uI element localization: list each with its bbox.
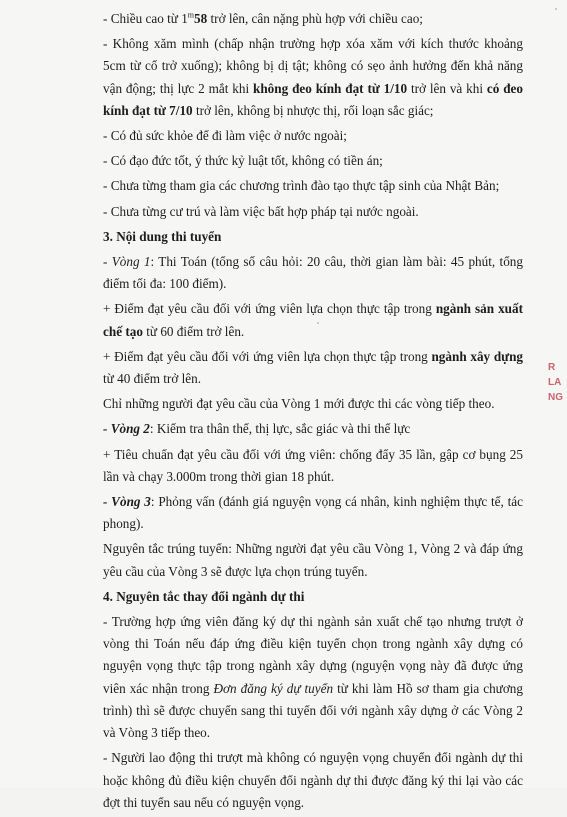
req-tattoo-text: - Không xăm mình (chấp nhận trường hợp xóa xăm với kích thước khoảng 5cm từ cổ trở xuống); không bị dị tật; không có sẹo ảnh hưởng đến khả năng vận động; thị lực 2 mắt khi [103,36,523,96]
change-rule-1-text: - Trường hợp ứng viên đăng ký dự thi ngành sản xuất chế tạo nhưng trượt ở vòng thi Toán nếu đáp ứng điều kiện tuyển chọn trong ngành xây dựng có nguyện vọng thực tập trong ngành xây dựng (nguyện vọng này đã được ứng viên xác nhận trong [103,614,523,696]
round-1-label: Vòng 1 [111,254,151,270]
round-1-note: Chỉ những người đạt yêu cầu của Vòng 1 mới được thi các vòng tiếp theo. [103,396,495,412]
scan-speck [317,322,319,324]
req-vision-no-glasses: không đeo kính đạt từ 1/10 [253,80,408,96]
req-tattoo [103,33,523,122]
round-2-standard: + Tiêu chuẩn đạt yêu cầu đối với ứng viên: chống đẩy 35 lần, gập cơ bụng 25 lần và chạy 3.000m trong thời gian 18 phút. [103,446,523,484]
req-height-text: - Chiều cao từ 1 [103,11,188,26]
req-height [103,8,523,30]
stamp-text-2: LA [548,377,562,388]
round-1-dash: - [103,254,112,270]
round-3 [103,491,523,535]
stamp-text-3: NG [548,392,563,403]
section-4-heading: 4. Nguyên tắc thay đổi ngành dự thi [103,588,305,604]
scan-speck [555,8,557,10]
change-rule-1-end: từ khi làm Hồ sơ tham gia chương trình) thì sẽ được chuyển sang thi tuyển đối với ngành xây dựng ở các Vòng 2 và Vòng 3 tiếp theo. [103,680,523,741]
stamp-text-1: R [548,362,556,373]
change-rule-1 [103,611,523,744]
round-1-construction-end: từ 40 điểm trở lên. [103,371,201,387]
round-1-construction [103,346,523,390]
round-1-construction-text: + Điểm đạt yêu cầu đối với ứng viên lựa chọn thực tập trong [103,348,432,364]
req-no-illegal-stay: - Chưa từng cư trú và làm việc bất hợp pháp tại nước ngoài. [103,203,419,219]
round-2 [103,418,523,440]
req-vision-glasses: có đeo kính đạt từ 7/10 [103,80,523,118]
round-2-label: - Vòng 2 [103,421,150,437]
round-1-manufacturing-text: + Điểm đạt yêu cầu đối với ứng viên lựa chọn thực tập trong [103,301,436,317]
round-1-construction-sector: ngành xây dựng [431,348,523,364]
round-1-manufacturing-sector: ngành sản xuất chế tạo [103,301,523,339]
round-3-text: : Phỏng vấn (đánh giá nguyện vọng cá nhân, kinh nghiệm thực tế, tác phong). [103,494,523,532]
red-stamp-fragment [548,360,567,460]
req-tattoo-end: trở lên, không bị nhược thị, rối loạn sắc giác; [192,102,434,118]
round-1 [103,251,523,295]
round-1-manufacturing [103,298,523,342]
req-height-rest: trở lên, cân nặng phù hợp với chiều cao; [207,11,423,26]
round-2-text: : Kiểm tra thân thể, thị lực, sắc giác và thi thể lực [149,421,411,437]
section-3-heading: 3. Nội dung thi tuyển [103,228,222,244]
req-health: - Có đủ sức khỏe để đi làm việc ở nước ngoài; [103,128,347,144]
round-1-manufacturing-end: từ 60 điểm trở lên. [142,323,245,339]
round-3-label: - Vòng 3 [103,494,151,510]
round-1-text: : Thi Toán (tổng số câu hỏi: 20 câu, thời gian làm bài: 45 phút, tổng điểm tối đa: 100 điểm). [103,254,523,292]
req-ethics: - Có đạo đức tốt, ý thức kỷ luật tốt, không có tiền án; [103,153,383,169]
req-tattoo-mid: trở lên và khi [407,80,487,96]
document-body [103,8,523,817]
req-height-sup: m [187,10,195,20]
selection-principle: Nguyên tắc trúng tuyển: Những người đạt yêu cầu Vòng 1, Vòng 2 và đáp ứng yêu cầu của Vòng 3 sẽ được lựa chọn trúng tuyển. [103,541,523,579]
application-form-name: Đơn đăng ký dự tuyển [213,680,334,696]
change-rule-2: - Người lao động thi trượt mà không có nguyện vọng chuyển đổi ngành dự thi hoặc không đủ điều kiện chuyển đổi ngành dự thi được đăng ký thi lại vào các đợt thi tuyển sau nếu có nguyện vọng. [103,750,523,810]
req-height-value: 58 [194,11,208,26]
req-no-prior-program: - Chưa từng tham gia các chương trình đào tạo thực tập sinh của Nhật Bản; [103,178,500,194]
